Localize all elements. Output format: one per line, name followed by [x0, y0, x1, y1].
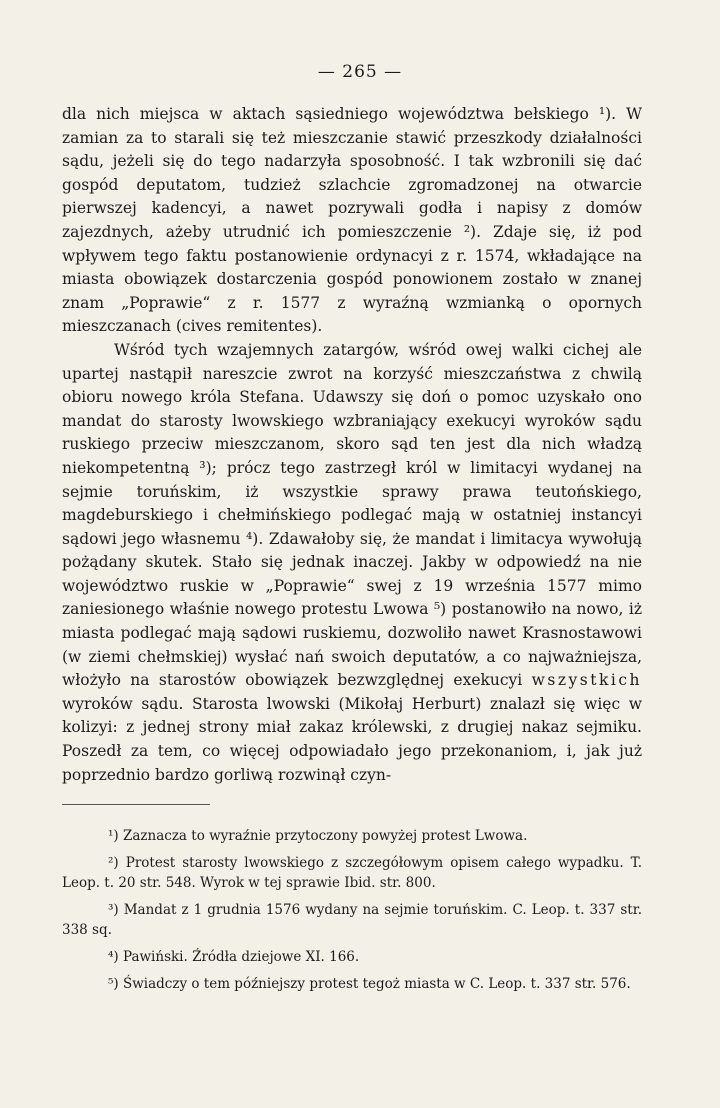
paragraph-text: wyroków sądu. Starosta lwowski (Mikołaj Herburt) znalazł się więc w kolizyi: z jednej strony miał zakaz królewski, z drugiej nakaz sejmiku. Poszedł za tem, co więcej odpowiadało jego przekonaniom, i, jak już poprzednio bardzo gorliwą rozwinął czyn- — [62, 694, 642, 784]
spaced-word: wszystkich — [531, 671, 642, 690]
main-text — [62, 103, 642, 787]
paragraph: dla nich miejsca w aktach sąsiedniego województwa bełskiego ¹). W zamian za to starali się też mieszczanie stawić przeszkody działalności sądu, jeżeli się do tego nadarzyła sposobność. I tak wzbronili się dać gospód deputatom, tudzież szlachcie zgromadzonej na otwarcie pierwszej kadencyi, a nawet pozrywali godła i napisy z domów zajezdnych, ażeby utrudnić ich pomieszczenie ²). Zdaje się, iż pod wpływem tego faktu postanowienie ordynacyi z r. 1574, wkładające na miasta obowiązek dostarczenia gospód ponowionem zostało w znanej znam „Poprawie“ z r. 1577 z wyraźną wzmianką o opornych mieszczanach (cives remitentes). — [62, 105, 642, 336]
footnote: ³) Mandat z 1 grudnia 1576 wydany na sejmie toruńskim. C. Leop. t. 337 str. 338 sq. — [62, 902, 642, 938]
footnotes — [62, 826, 642, 1001]
paragraph-text: Wśród tych wzajemnych zatargów, wśród owej walki cichej ale upartej nastąpił nareszcie zwrot na korzyść mieszczaństwa z chwilą obioru nowego króla Stefana. Udawszy się doń o pomoc uzyskało ono mandat do starosty lwowskiego wzbraniający exekucyi wyroków sądu ruskiego przeciw mieszczanom, skoro sąd ten jest dla nich władzą niekompetentną ³); prócz tego zastrzegł król w limitacyi wydanej na sejmie toruńskim, iż wszystkie sprawy prawa teutońskiego, magdeburskiego i chełmińskiego podlegać mają w ostatniej instancyi sądowi jego własnemu ⁴). Zdawałoby się, że mandat i limitacya wywołują pożądany skutek. Stało się jednak inaczej. Jakby w odpowiedź na nie województwo ruskie w „Poprawie“ swej z 19 września 1577 mimo zaniesionego właśnie nowego protestu Lwowa ⁵) postanowiło na nowo, iż miasta podlegać mają sądowi ruskiemu, dozwoliło nawet Krasnostawowi (w ziemi chełmskiej) wysłać nań swoich deputatów, a co najważniejsza, włożyło na starostów obowiązek bezwzględnej exekucyi — [62, 340, 642, 690]
footnote: ⁴) Pawiński. Źródła dziejowe XI. 166. — [108, 949, 360, 965]
page-number: — 265 — — [317, 62, 403, 82]
footnote: ⁵) Świadczy o tem późniejszy protest tegoż miasta w C. Leop. t. 337 str. 576. — [108, 976, 631, 992]
footnote: ¹) Zaznacza to wyraźnie przytoczony powyżej protest Lwowa. — [108, 828, 528, 844]
footnote-divider — [62, 804, 210, 805]
paragraph — [62, 339, 642, 787]
footnote: ²) Protest starosty lwowskiego z szczegółowym opisem całego wypadku. T. Leop. t. 20 str. 548. Wyrok w tej sprawie Ibid. str. 800. — [62, 855, 642, 891]
